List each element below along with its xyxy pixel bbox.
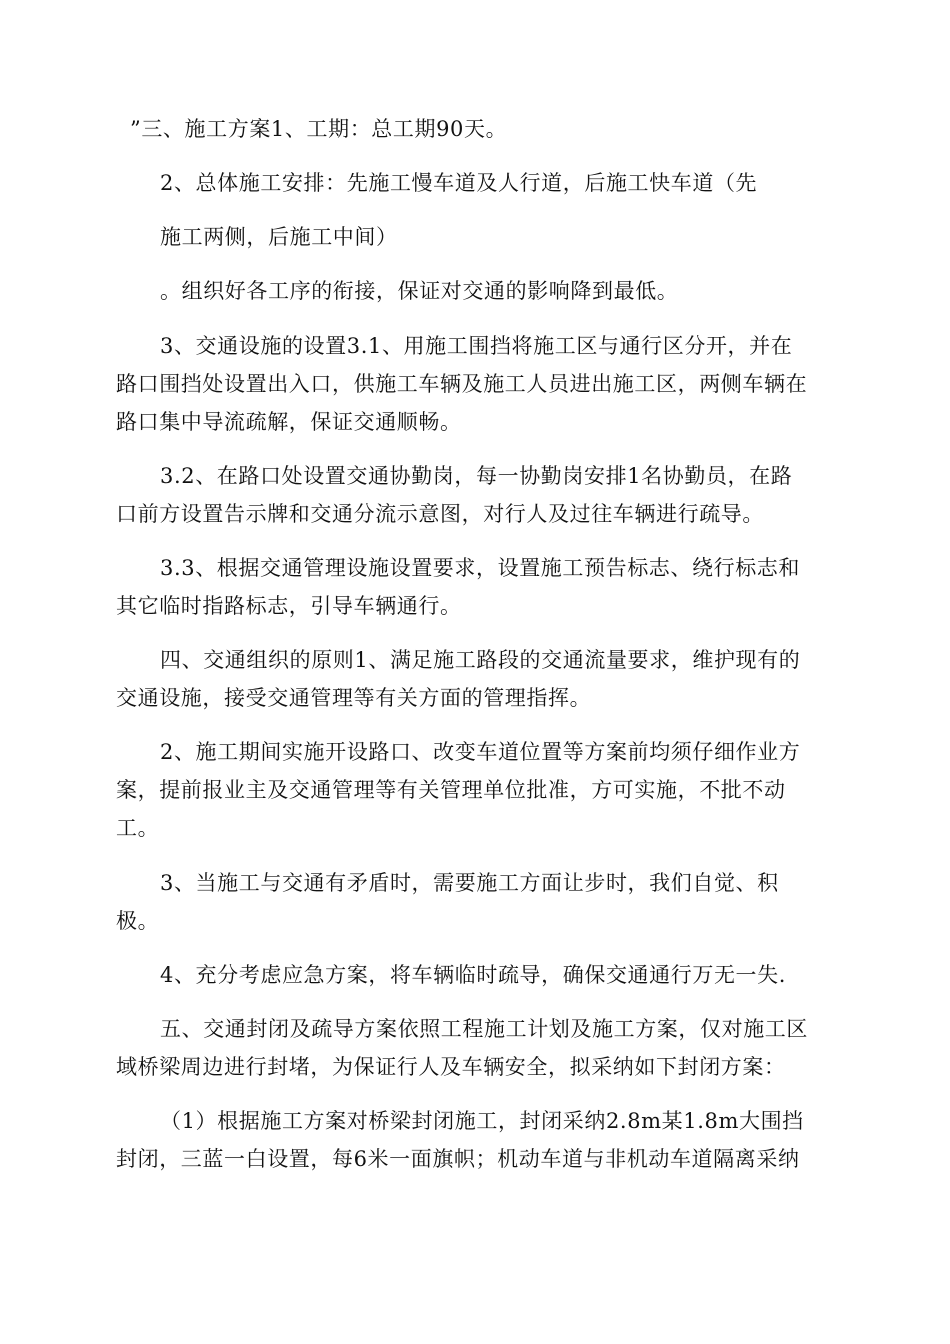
text-line-9: 口前方设置告示牌和交通分流示意图，对行人及过往车辆进行疏导。 <box>116 502 764 526</box>
text-line-6: 路口围挡处设置出入口，供施工车辆及施工人员进出施工区，两侧车辆在 <box>116 372 808 396</box>
text-line-17: 3、当施工与交通有矛盾时，需要施工方面让步时，我们自觉、积 <box>160 871 779 895</box>
text-line-10: 3.3、根据交通管理设施设置要求，设置施工预告标志、绕行标志和 <box>160 556 800 580</box>
text-line-5: 3、交通设施的设置3.1、用施工围挡将施工区与通行区分开，并在 <box>160 334 793 358</box>
text-line-21: 域桥梁周边进行封堵，为保证行人及车辆安全，拟采纳如下封闭方案： <box>116 1055 786 1079</box>
text-line-23: 封闭，三蓝一白设置，每6米一面旗帜；机动车道与非机动车道隔离采纳 <box>116 1147 800 1171</box>
text-line-22: （1）根据施工方案对桥梁封闭施工，封闭采纳2.8m某1.8m大围挡 <box>160 1109 804 1133</box>
text-line-4: 。组织好各工序的衔接，保证对交通的影响降到最低。 <box>160 279 679 303</box>
text-line-15: 案，提前报业主及交通管理等有关管理单位批准，方可实施，不批不动 <box>116 778 786 802</box>
text-line-16: 工。 <box>116 816 160 840</box>
text-line-1: ”三、施工方案1、工期：总工期90天。 <box>130 117 508 141</box>
text-line-19: 4、充分考虑应急方案，将车辆临时疏导，确保交通通行万无一失. <box>160 963 787 987</box>
text-line-11: 其它临时指路标志，引导车辆通行。 <box>116 594 462 618</box>
text-line-20: 五、交通封闭及疏导方案依照工程施工计划及施工方案，仅对施工区 <box>160 1017 808 1041</box>
text-line-18: 极。 <box>116 909 160 933</box>
text-line-14: 2、施工期间实施开设路口、改变车道位置等方案前均须仔细作业方 <box>160 740 801 764</box>
text-line-13: 交通设施，接受交通管理等有关方面的管理指挥。 <box>116 686 592 710</box>
text-line-2: 2、总体施工安排：先施工慢车道及人行道，后施工快车道（先 <box>160 171 758 195</box>
text-line-8: 3.2、在路口处设置交通协勤岗，每一协勤岗安排1名协勤员，在路 <box>160 464 793 488</box>
text-line-12: 四、交通组织的原则1、满足施工路段的交通流量要求，维护现有的 <box>160 648 801 672</box>
text-line-3: 施工两侧，后施工中间） <box>160 225 398 249</box>
text-line-7: 路口集中导流疏解，保证交通顺畅。 <box>116 410 462 434</box>
